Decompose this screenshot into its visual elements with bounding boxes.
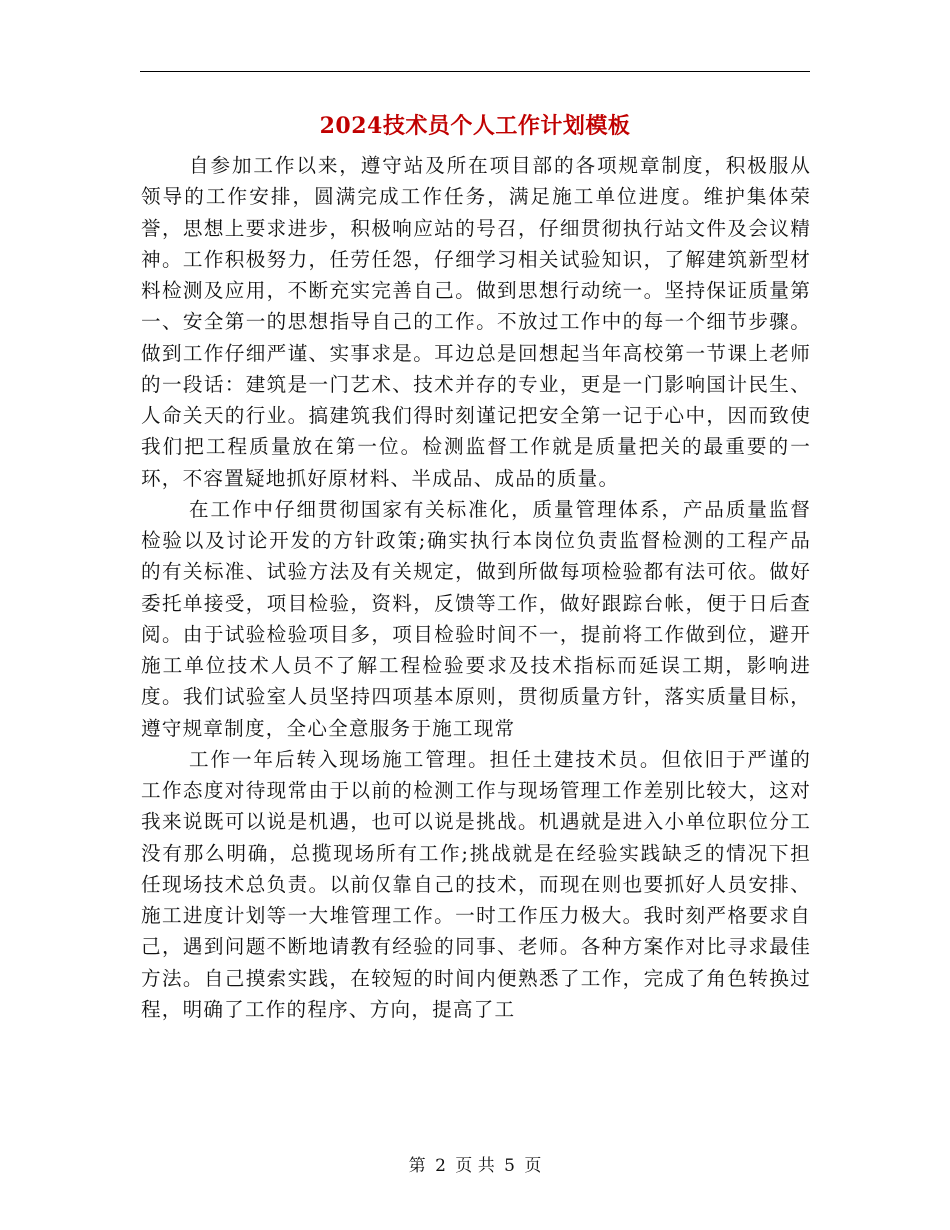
document-title: 2024技术员个人工作计划模板 — [319, 113, 631, 139]
paragraph-2: 在工作中仔细贯彻国家有关标准化，质量管理体系，产品质量监督检验以及讨论开发的方针政策;确实执行本岗位负责监督检测的工程产品的有关标准、试验方法及有关规定，做到所做每项检验都有法可依。做好委托单接受，项目检验，资料，反馈等工作，做好跟踪台帐，便于日后查阅。由于试验检验项目多，项目检验时间不一，提前将工作做到位，避开施工单位技术人员不了解工程检验要求及技术指标而延误工期，影响进度。我们试验室人员坚持四项基本原则，贯彻质量方针，落实质量目标，遵守规章制度，全心全意服务于施工现常 — [141, 497, 811, 740]
page-footer — [140, 1155, 810, 1177]
page-label-prefix: 第 — [408, 1156, 426, 1176]
page-label-middle: 页 共 — [455, 1156, 495, 1176]
page-label-suffix: 页 — [524, 1156, 542, 1176]
header-rule — [140, 71, 810, 72]
total-pages-number: 5 — [504, 1156, 515, 1176]
document-body — [141, 150, 811, 1025]
paragraph-1: 自参加工作以来，遵守站及所在项目部的各项规章制度，积极服从领导的工作安排，圆满完成工作任务，满足施工单位进度。维护集体荣誉，思想上要求进步，积极响应站的号召，仔细贯彻执行站文件及会议精神。工作积极努力，任劳任怨，仔细学习相关试验知识，了解建筑新型材料检测及应用，不断充实完善自己。做到思想行动统一。坚持保证质量第一、安全第一的思想指导自己的工作。不放过工作中的每一个细节步骤。做到工作仔细严谨、实事求是。耳边总是回想起当年高校第一节课上老师的一段话：建筑是一门艺术、技术并存的专业，更是一门影响国计民生、人命关天的行业。搞建筑我们得时刻谨记把安全第一记于心中，因而致使我们把工程质量放在第一位。检测监督工作就是质量把关的最重要的一环，不容置疑地抓好原材料、半成品、成品的质量。 — [141, 154, 811, 490]
current-page-number: 2 — [435, 1156, 446, 1176]
paragraph-3: 工作一年后转入现场施工管理。担任土建技术员。但依旧于严谨的工作态度对待现常由于以前的检测工作与现场管理工作差别比较大，这对我来说既可以说是机遇，也可以说是挑战。机遇就是进入小单位职位分工没有那么明确，总揽现场所有工作;挑战就是在经验实践缺乏的情况下担任现场技术总负责。以前仅靠自己的技术，而现在则也要抓好人员安排、施工进度计划等一大堆管理工作。一时工作压力极大。我时刻严格要求自己，遇到问题不断地请教有经验的同事、老师。各种方案作对比寻求最佳方法。自己摸索实践，在较短的时间内便熟悉了工作，完成了角色转换过程，明确了工作的程序、方向，提高了工 — [141, 747, 811, 1021]
